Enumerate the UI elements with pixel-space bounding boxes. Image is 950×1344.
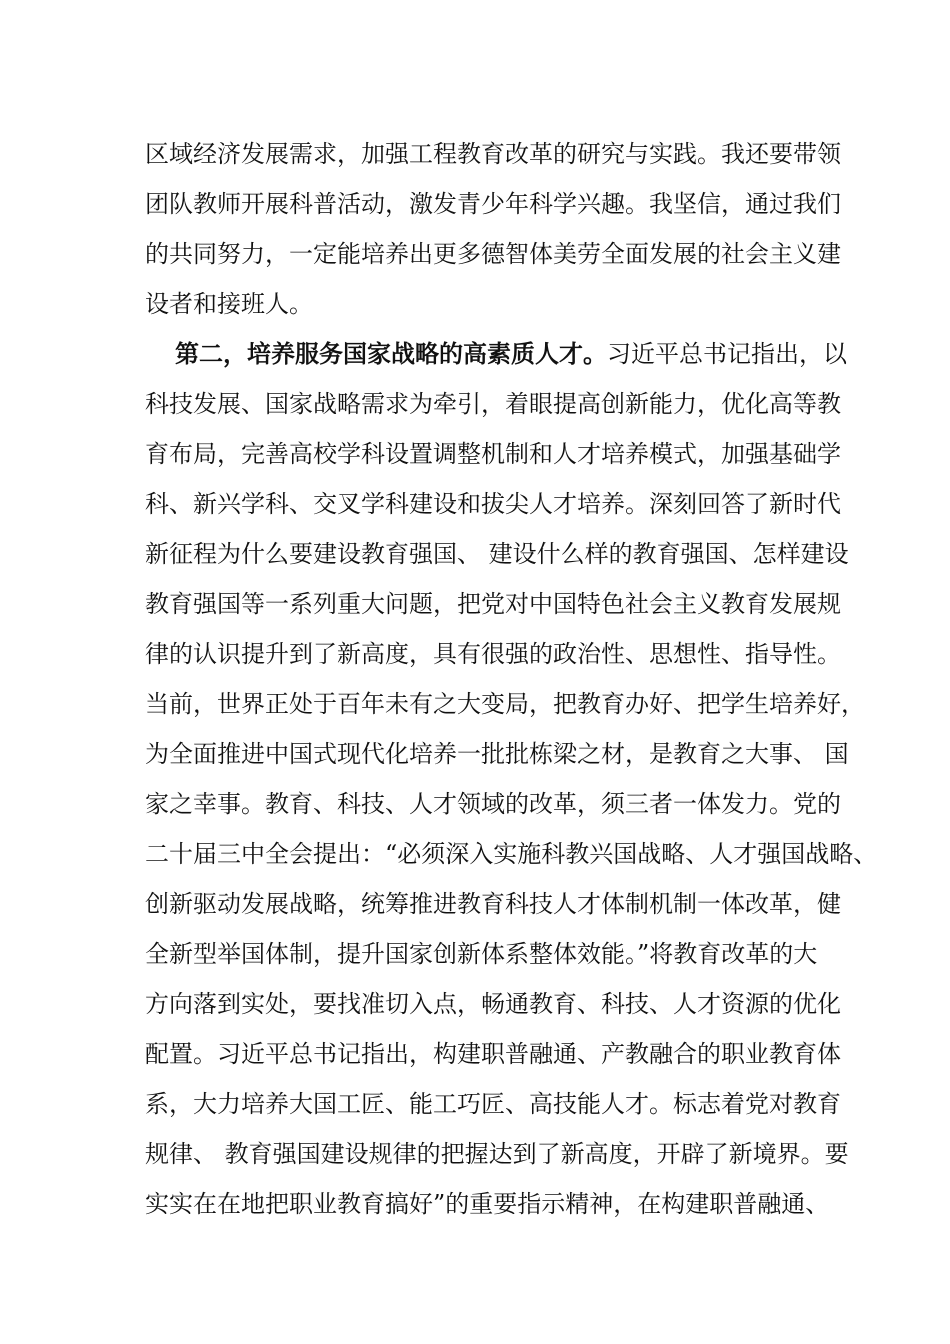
paragraph-2-line-3: 育布局，完善高校学科设置调整机制和人才培养模式，加强基础学 (145, 440, 841, 468)
paragraph-1-line-2: 团队教师开展科普活动，激发青少年科学兴趣。我坚信，通过我们 (145, 190, 841, 218)
paragraph-2-line-4: 科、新兴学科、交叉学科建设和拔尖人才培养。深刻回答了新时代 (145, 490, 841, 518)
paragraph-2-line-7: 律的认识提升到了新高度，具有很强的政治性、思想性、指导性。 (145, 640, 841, 668)
paragraph-2-heading: 第二，培养服务国家战略的高素质人才。 (175, 339, 607, 368)
paragraph-2-first-line-text: 习近平总书记指出，以 (607, 340, 847, 368)
paragraph-2-first-line (175, 334, 847, 374)
paragraph-2-line-8: 当前，世界正处于百年未有之大变局，把教育办好、把学生培养好， (145, 690, 865, 718)
paragraph-2-line-18: 实实在在地把职业教育搞好”的重要指示精神，在构建职普融通、 (145, 1190, 830, 1218)
paragraph-2-line-13: 全新型举国体制，提升国家创新体系整体效能。”将教育改革的大 (145, 940, 818, 968)
paragraph-2-line-6: 教育强国等一系列重大问题，把党对中国特色社会主义教育发展规 (145, 590, 841, 618)
paragraph-2-line-16: 系，大力培养大国工匠、能工巧匠、高技能人才。标志着党对教育 (145, 1090, 841, 1118)
paragraph-2-line-2: 科技发展、国家战略需求为牵引，着眼提高创新能力，优化高等教 (145, 390, 841, 418)
paragraph-2-line-15: 配置。习近平总书记指出，构建职普融通、产教融合的职业教育体 (145, 1040, 841, 1068)
paragraph-2-line-9: 为全面推进中国式现代化培养一批批栋梁之材，是教育之大事、 国 (145, 740, 849, 768)
paragraph-2-line-17: 规律、 教育强国建设规律的把握达到了新高度，开辟了新境界。要 (145, 1140, 849, 1168)
paragraph-2-line-5: 新征程为什么要建设教育强国、 建设什么样的教育强国、怎样建设 (145, 540, 849, 568)
paragraph-2-line-12: 创新驱动发展战略，统筹推进教育科技人才体制机制一体改革，健 (145, 890, 841, 918)
paragraph-1-line-1: 区域经济发展需求，加强工程教育改革的研究与实践。我还要带领 (145, 140, 841, 168)
paragraph-1-line-3: 的共同努力，一定能培养出更多德智体美劳全面发展的社会主义建 (145, 240, 841, 268)
paragraph-1-line-4: 设者和接班人。 (145, 290, 313, 318)
paragraph-2-line-14: 方向落到实处，要找准切入点，畅通教育、科技、人才资源的优化 (145, 990, 841, 1018)
paragraph-2-line-10: 家之幸事。教育、科技、人才领域的改革，须三者一体发力。党的 (145, 790, 841, 818)
paragraph-2-line-11: 二十届三中全会提出：“必须深入实施科教兴国战略、人才强国战略、 (145, 840, 878, 868)
